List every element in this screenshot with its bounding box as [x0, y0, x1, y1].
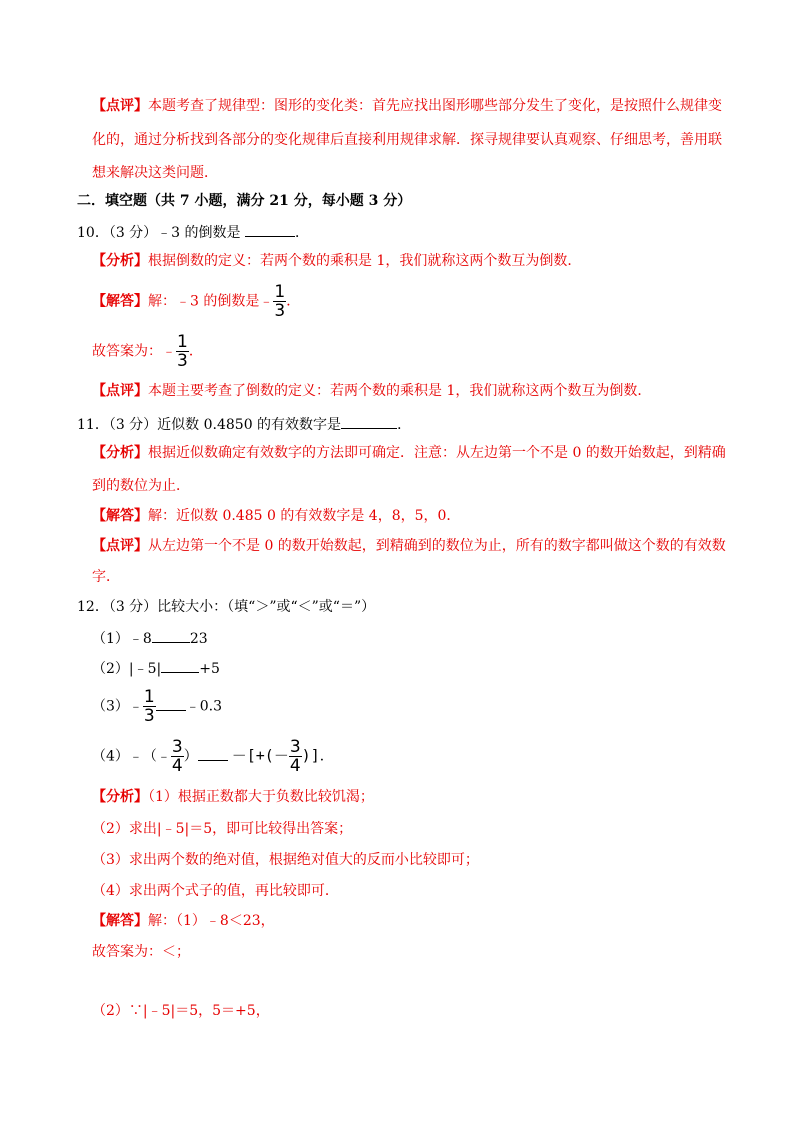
final-text: 故答案为：﹣: [92, 343, 176, 360]
answer-text: 解：（1）﹣8＜23，: [148, 913, 275, 929]
fraction-denominator: 3: [177, 351, 188, 371]
fraction-one-third-final: [176, 333, 189, 370]
comment-text: 本题主要考查了倒数的定义：若两个数的乘积是 1，我们就称这两个数互为倒数．: [148, 383, 652, 399]
q10-stem: [77, 222, 309, 242]
q12-final-1: 故答案为：＜；: [92, 944, 190, 960]
q10-stem-text: 10．（3 分）﹣3 的倒数是: [77, 225, 245, 241]
q10-final: [92, 333, 203, 370]
q12-answer-2: （2）∵|﹣5|＝5，5＝+5，: [92, 1003, 270, 1019]
fraction-three-quarters-expr: [289, 738, 302, 775]
part-text: （2）|﹣5|: [92, 661, 162, 677]
fraction-one-third: [273, 283, 286, 320]
fraction-denominator: 4: [289, 756, 301, 776]
q11-answer: [92, 507, 460, 525]
comment-line-2: 化的，通过分析找到各部分的变化规律后直接利用规律求解．探寻规律要认真观察、仔细思考，善用联: [92, 132, 722, 148]
part-3-blank: [156, 696, 186, 711]
final-end: ．: [188, 343, 203, 360]
q12-stem: 12．（3 分）比较大小：（填“＞”或“＜”或“＝”）: [77, 599, 376, 615]
q12-part-3: [92, 688, 222, 725]
q11-comment-1: [92, 537, 726, 555]
part-1-blank: [152, 628, 190, 643]
fraction-denominator: 4: [171, 756, 183, 776]
analysis-text: 根据倒数的定义：若两个数的乘积是 1，我们就称这两个数互为倒数．: [148, 253, 582, 269]
comment-tag: 【点评】: [92, 538, 148, 554]
analysis-text: 根据近似数确定有效数字的方法即可确定．注意：从左边第一个不是 0 的数开始数起，到精确: [148, 445, 726, 461]
q11-analysis-1: [92, 444, 726, 462]
fraction-three-quarters: [171, 738, 184, 775]
q12-part-2: [92, 658, 220, 678]
q10-answer-blank: [245, 222, 295, 237]
fraction-numerator: 1: [274, 282, 286, 302]
q11-stem-text: 11．（3 分）近似数 0.4850 的有效数字是: [77, 417, 342, 433]
fraction-numerator: 3: [289, 737, 301, 757]
part-text-end: +5: [199, 661, 220, 677]
q11-analysis-2: 到的数位为止．: [92, 478, 190, 494]
analysis-tag: 【分析】: [92, 253, 148, 269]
q12-analysis-4: （4）求出两个式子的值，再比较即可．: [92, 883, 339, 899]
part-text-mid: ）: [183, 748, 198, 765]
fraction-numerator: 1: [177, 332, 188, 352]
answer-tag: 【解答】: [92, 913, 148, 929]
part-text: （1）﹣8: [92, 631, 152, 647]
answer-end: ．: [286, 293, 301, 310]
fraction-one-third: [143, 688, 156, 725]
fraction-denominator: 3: [274, 301, 286, 321]
q12-part-4: [92, 738, 334, 775]
analysis-tag: 【分析】: [92, 445, 148, 461]
q11-comment-2: 字．: [92, 569, 120, 585]
answer-tag: 【解答】: [92, 293, 148, 310]
expression-text-end: )]: [301, 746, 320, 765]
comment-tag: 【点评】: [92, 383, 148, 399]
part-4-blank: [198, 746, 228, 761]
q12-analysis-1: [92, 788, 374, 806]
answer-tag: 【解答】: [92, 508, 148, 524]
part-text: （3）﹣: [92, 698, 143, 715]
comment-text: 从左边第一个不是 0 的数开始数起，到精确到的数位为止，所有的数字都叫做这个数的有效数: [148, 538, 726, 554]
fraction-numerator: 3: [171, 737, 183, 757]
fraction-numerator: 1: [143, 687, 155, 707]
q10-answer: [92, 283, 300, 320]
q11-stem-end: ．: [397, 417, 412, 433]
q10-analysis: [92, 252, 581, 270]
part-end: ．: [319, 748, 334, 765]
comment-line-1: [92, 97, 722, 115]
comment-text: 本题考查了规律型：图形的变化类：首先应找出图形哪些部分发生了变化，是按照什么规律变: [148, 98, 722, 114]
q10-stem-end: ．: [294, 225, 309, 241]
fraction-denominator: 3: [143, 706, 155, 726]
q12-answer-1: [92, 912, 275, 930]
part-text: （4）﹣（﹣: [92, 748, 171, 765]
section-title: 二．填空题（共 7 小题，满分 21 分，每小题 3 分）: [77, 193, 412, 209]
expression-text: －[+(－: [231, 746, 289, 765]
q12-analysis-3: （3）求出两个数的绝对值，根据绝对值大的反而小比较即可；: [92, 852, 479, 868]
answer-text: 解：﹣3 的倒数是﹣: [148, 293, 274, 310]
q12-analysis-2: （2）求出|﹣5|＝5，即可比较得出答案；: [92, 821, 353, 837]
part-text-end: 23: [189, 631, 208, 647]
analysis-text: （1）根据正数都大于负数比较饥渴；: [148, 789, 374, 805]
comment-tag: 【点评】: [92, 98, 148, 114]
part-2-blank: [161, 658, 199, 673]
q12-part-1: [92, 628, 208, 648]
q10-comment: [92, 382, 651, 400]
part-text-end: ﹣0.3: [185, 698, 223, 715]
answer-text: 解：近似数 0.485 0 的有效数字是 4，8，5，0．: [148, 508, 461, 524]
q11-answer-blank: [341, 414, 397, 429]
q11-stem: [77, 414, 411, 434]
comment-line-3: 想来解决这类问题．: [92, 165, 218, 181]
analysis-tag: 【分析】: [92, 789, 148, 805]
